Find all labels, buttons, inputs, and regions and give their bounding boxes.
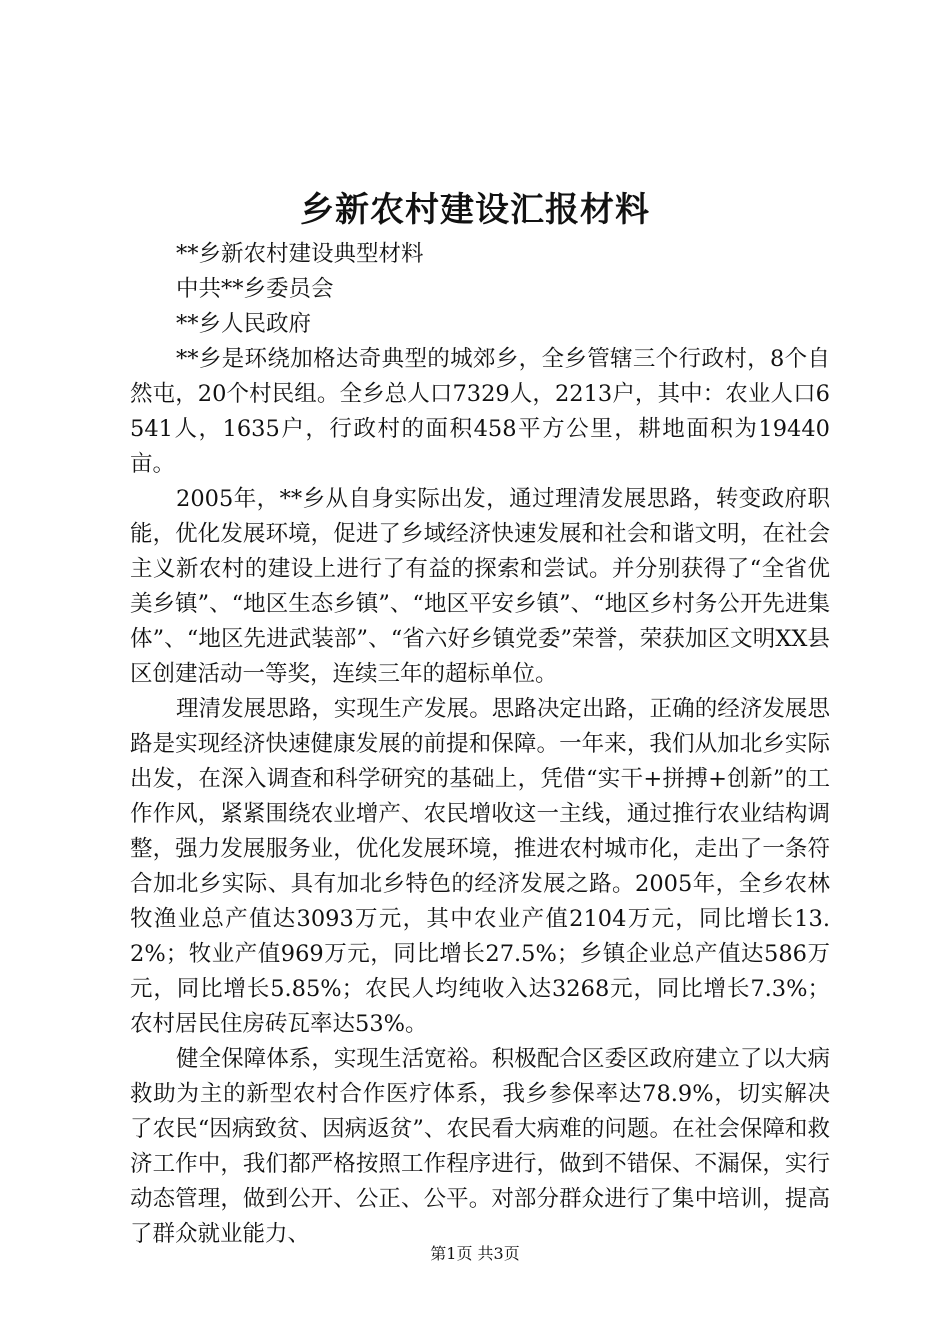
document-body — [130, 237, 830, 1252]
paragraph-committee: 中共**乡委员会 — [176, 276, 334, 302]
paragraph-subtitle: **乡新农村建设典型材料 — [176, 241, 424, 267]
paragraph-welfare: 健全保障体系，实现生活宽裕。积极配合区委区政府建立了以大病救助为主的新型农村合作医疗体系，我乡参保率达78.9%，切实解决了农民“因病致贫、因病返贫”、农民看大病难的问题。在社会保障和救济工作中，我们都严格按照工作程序进行，做到不错保、不漏保，实行动态管理，做到公开、公正、公平。对部分群众进行了集中培训，提高了群众就业能力、 — [130, 1046, 830, 1247]
paragraph-production: 理清发展思路，实现生产发展。思路决定出路，正确的经济发展思路是实现经济快速健康发展的前提和保障。一年来，我们从加北乡实际出发，在深入调查和科学研究的基础上，凭借“实干+拼搏+创新”的工作作风，紧紧围绕农业增产、农民增收这一主线，通过推行农业结构调整，强力发展服务业，优化发展环境，推进农村城市化，走出了一条符合加北乡实际、具有加北乡特色的经济发展之路。2005年，全乡农林牧渔业总产值达3093万元，其中农业产值2104万元，同比增长13.2%；牧业产值969万元，同比增长27.5%；乡镇企业总产值达586万元，同比增长5.85%；农民人均纯收入达3268元，同比增长7.3%；农村居民住房砖瓦率达53%。 — [130, 696, 830, 1037]
paragraph-achievements: 2005年，**乡从自身实际出发，通过理清发展思路，转变政府职能，优化发展环境，促进了乡域经济快速发展和社会和谐文明，在社会主义新农村的建设上进行了有益的探索和尝试。并分别获得了“全省优美乡镇”、“地区生态乡镇”、“地区平安乡镇”、“地区乡村务公开先进集体”、“地区先进武装部”、“省六好乡镇党委”荣誉，荣获加区文明XX县区创建活动一等奖，连续三年的超标单位。 — [130, 486, 830, 687]
document-title: 乡新农村建设汇报材料 — [300, 190, 650, 230]
paragraph-overview: **乡是环绕加格达奇典型的城郊乡，全乡管辖三个行政村，8个自然屯，20个村民组。全乡总人口7329人，2213户，其中：农业人口6541人，1635户，行政村的面积458平方公里，耕地面积为19440亩。 — [130, 346, 830, 477]
page-footer: 第1页 共3页 — [430, 1244, 520, 1263]
paragraph-government: **乡人民政府 — [176, 311, 312, 337]
